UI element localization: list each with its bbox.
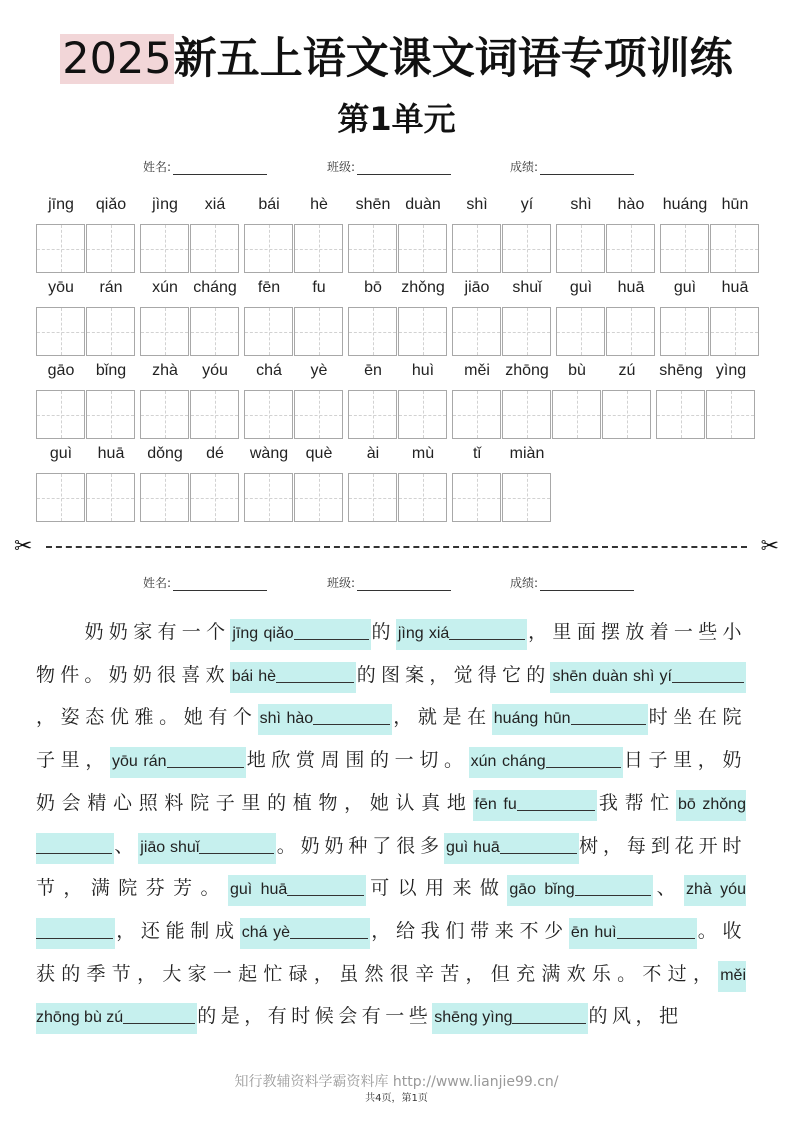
blank-pinyin: jiāo shuǐ	[140, 838, 200, 856]
answer-blank[interactable]	[575, 881, 651, 896]
footer-watermark: 知行教辅资料学霸资料库 http://www.lianjie99.cn/	[234, 1074, 559, 1090]
class-field[interactable]	[327, 158, 451, 175]
pinyin-row	[0, 194, 793, 216]
writing-cell[interactable]	[502, 224, 551, 273]
passage-text: 。奶奶种了很多	[276, 834, 444, 857]
passage-text: 。收获的季节，大家一起忙碌，虽然很辛苦，但充满欢乐。不过，	[36, 919, 746, 985]
writing-cell[interactable]	[244, 390, 293, 439]
page-title	[0, 30, 793, 88]
writing-cell[interactable]	[294, 390, 343, 439]
writing-cell[interactable]	[244, 473, 293, 522]
passage-text: 的风，把	[588, 1005, 683, 1028]
pinyin-blank	[444, 833, 579, 864]
pinyin-syllable: zhà	[152, 362, 178, 379]
answer-blank[interactable]	[449, 625, 525, 640]
blank-pinyin: yōu rán	[112, 753, 167, 771]
pinyin-syllable: huáng	[662, 196, 708, 213]
pinyin-blank	[569, 918, 697, 949]
writing-cell[interactable]	[244, 224, 293, 273]
writing-cell[interactable]	[86, 473, 135, 522]
passage-text: 我帮忙	[596, 791, 676, 814]
pinyin-syllable: bō	[364, 279, 382, 296]
pinyin-syllable: fu	[312, 279, 326, 296]
writing-cell[interactable]	[502, 473, 551, 522]
answer-blank[interactable]	[517, 796, 595, 811]
unit-subtitle: 第1单元	[337, 100, 456, 138]
writing-cell[interactable]	[294, 307, 343, 356]
passage-text: 可以用来做	[366, 877, 508, 900]
blank-pinyin: huáng hūn	[493, 710, 571, 728]
pinyin-syllable: xún	[152, 279, 178, 296]
writing-box-row	[0, 390, 793, 440]
score-field[interactable]	[510, 574, 634, 591]
pinyin-blank	[550, 662, 746, 693]
class-field[interactable]	[327, 574, 451, 591]
title-text: 新五上语文课文词语专项训练	[173, 34, 733, 84]
pinyin-syllable: rán	[99, 279, 123, 296]
pinyin-syllable: hè	[310, 196, 328, 213]
pinyin-syllable: huā	[721, 279, 749, 296]
passage-text: 树，每到花开时节，满院芬芳。	[36, 834, 746, 900]
score-field[interactable]	[510, 158, 634, 175]
pinyin-syllable: guì	[673, 279, 697, 296]
writing-cell[interactable]	[660, 307, 709, 356]
writing-cell[interactable]	[348, 307, 397, 356]
pinyin-syllable: qiǎo	[95, 196, 127, 213]
class-line	[357, 161, 451, 175]
writing-box-row	[0, 307, 793, 357]
answer-blank[interactable]	[500, 839, 577, 854]
pinyin-blank	[138, 833, 276, 864]
answer-blank[interactable]	[36, 924, 113, 939]
pinyin-blank	[230, 619, 370, 650]
blank-pinyin: shì hào	[259, 710, 314, 728]
writing-cell[interactable]	[398, 224, 447, 273]
pinyin-syllable: huā	[97, 445, 125, 462]
pinyin-row	[0, 360, 793, 382]
scissors-icon: ✂	[760, 534, 779, 559]
blank-pinyin: ēn huì	[570, 923, 617, 941]
passage-text: ，里面摆放着一些小物件。奶奶很喜欢	[36, 621, 746, 686]
writing-cell[interactable]	[86, 224, 135, 273]
pinyin-blank	[228, 875, 366, 906]
pinyin-syllable: yè	[310, 362, 328, 379]
pinyin-syllable: jiāo	[464, 279, 490, 296]
writing-cell[interactable]	[656, 390, 705, 439]
answer-blank[interactable]	[294, 625, 369, 640]
pinyin-syllable: yí	[520, 196, 534, 213]
passage-text: 、	[652, 877, 685, 900]
name-field[interactable]	[143, 158, 267, 175]
writing-box-row	[0, 473, 793, 523]
pinyin-blank	[507, 875, 652, 906]
answer-blank[interactable]	[199, 839, 274, 854]
blank-pinyin: jīng qiǎo	[232, 625, 294, 642]
writing-cell[interactable]	[552, 390, 601, 439]
passage-text: 的图案，觉得它的	[356, 663, 551, 686]
blank-pinyin: shēn duàn shì yí	[552, 667, 672, 685]
page-number: 共4页，第1页	[365, 1093, 428, 1104]
score-line	[540, 161, 634, 175]
writing-cell[interactable]	[398, 473, 447, 522]
writing-cell[interactable]	[86, 390, 135, 439]
pinyin-syllable: bǐng	[95, 362, 127, 379]
pinyin-syllable: jìng	[152, 196, 178, 213]
pinyin-blank	[230, 662, 356, 693]
blank-pinyin: gāo bǐng	[509, 881, 575, 899]
pinyin-syllable: shuǐ	[512, 279, 542, 296]
score-line	[540, 577, 634, 591]
pinyin-syllable: zhǒng	[401, 279, 445, 296]
pinyin-blank	[492, 704, 648, 735]
passage-text: 、	[114, 834, 139, 857]
writing-box-row	[0, 224, 793, 274]
name-label: 姓名:	[143, 576, 172, 590]
cut-line	[14, 536, 779, 558]
pinyin-syllable: fēn	[257, 279, 281, 296]
pinyin-syllable: gāo	[47, 362, 75, 379]
passage-text: 奶奶家有一个	[84, 621, 231, 643]
blank-pinyin: guì huā	[445, 838, 500, 856]
pinyin-blank	[396, 619, 528, 650]
writing-cell[interactable]	[348, 473, 397, 522]
writing-cell[interactable]	[452, 224, 501, 273]
name-line	[173, 161, 267, 175]
passage-text: 的是，有时候会有一些	[197, 1005, 433, 1028]
name-line	[173, 577, 267, 591]
pinyin-syllable: shì	[570, 196, 592, 213]
fill-in-passage	[36, 612, 746, 1039]
pinyin-syllable: guì	[569, 279, 593, 296]
writing-cell[interactable]	[556, 224, 605, 273]
pinyin-syllable: zhōng	[505, 362, 549, 379]
pinyin-syllable: huì	[411, 362, 435, 379]
name-label: 姓名:	[143, 160, 172, 174]
pinyin-blank	[473, 790, 597, 821]
writing-cell[interactable]	[348, 224, 397, 273]
pinyin-syllable: guì	[49, 445, 73, 462]
pinyin-row	[0, 443, 793, 465]
writing-cell[interactable]	[556, 307, 605, 356]
blank-pinyin: jìng xiá	[397, 625, 450, 642]
pinyin-syllable: dǒng	[147, 445, 183, 462]
name-field[interactable]	[143, 574, 267, 591]
pinyin-blank	[258, 704, 393, 735]
pinyin-blank	[432, 1003, 588, 1034]
pinyin-syllable: yōu	[48, 279, 74, 296]
passage-text: ，姿态优雅。她有个	[36, 706, 258, 729]
writing-cell[interactable]	[140, 390, 189, 439]
pinyin-syllable: duàn	[405, 196, 441, 213]
writing-cell[interactable]	[190, 224, 239, 273]
pinyin-syllable: tǐ	[473, 445, 481, 462]
writing-cell[interactable]	[452, 307, 501, 356]
student-info-bottom	[0, 574, 793, 594]
blank-pinyin: guì huā	[229, 881, 288, 899]
pinyin-syllable: zú	[618, 362, 636, 379]
writing-cell[interactable]	[710, 307, 759, 356]
writing-cell[interactable]	[36, 224, 85, 273]
answer-blank[interactable]	[123, 1009, 195, 1024]
writing-cell[interactable]	[398, 390, 447, 439]
passage-text: 时坐在院子里，	[36, 706, 746, 772]
writing-cell[interactable]	[660, 224, 709, 273]
answer-blank[interactable]	[276, 668, 354, 683]
writing-cell[interactable]	[452, 473, 501, 522]
class-label: 班级:	[327, 160, 356, 174]
blank-pinyin: zhà yóu	[686, 881, 746, 899]
pinyin-syllable: bù	[568, 362, 586, 379]
pinyin-syllable: shēn	[355, 196, 391, 213]
pinyin-blank	[240, 918, 370, 949]
blank-pinyin: bō zhǒng	[677, 795, 746, 813]
score-label: 成绩:	[510, 576, 539, 590]
writing-cell[interactable]	[140, 224, 189, 273]
pinyin-syllable: chá	[256, 362, 282, 379]
blank-pinyin: měi zhōng bù zú	[36, 966, 746, 1027]
passage-text: ，还能制成	[115, 919, 240, 942]
writing-cell[interactable]	[710, 224, 759, 273]
pinyin-syllable: yóu	[202, 362, 228, 379]
answer-blank[interactable]	[546, 753, 621, 768]
pinyin-syllable: huā	[617, 279, 645, 296]
blank-pinyin: bái hè	[231, 667, 277, 685]
answer-blank[interactable]	[512, 1009, 586, 1024]
writing-cell[interactable]	[190, 473, 239, 522]
writing-cell[interactable]	[452, 390, 501, 439]
pinyin-syllable: měi	[464, 362, 490, 379]
pinyin-syllable: xiá	[204, 196, 226, 213]
writing-cell[interactable]	[706, 390, 755, 439]
pinyin-syllable: wàng	[249, 445, 289, 462]
pinyin-syllable: ài	[366, 445, 380, 462]
answer-blank[interactable]	[36, 839, 112, 854]
blank-pinyin: fēn fu	[474, 795, 517, 813]
writing-cell[interactable]	[606, 307, 655, 356]
pinyin-syllable: dé	[206, 445, 224, 462]
writing-cell[interactable]	[36, 390, 85, 439]
blank-pinyin: xún cháng	[470, 753, 546, 771]
pinyin-syllable: hūn	[721, 196, 749, 213]
answer-blank[interactable]	[287, 881, 364, 896]
writing-cell[interactable]	[502, 390, 551, 439]
pinyin-blank	[110, 747, 246, 778]
dashed-divider	[46, 546, 747, 548]
pinyin-blank	[469, 747, 623, 778]
writing-cell[interactable]	[190, 307, 239, 356]
pinyin-syllable: shēng	[659, 362, 703, 379]
class-label: 班级:	[327, 576, 356, 590]
pinyin-syllable: bái	[258, 196, 280, 213]
pinyin-syllable: ēn	[364, 362, 382, 379]
student-info-top	[0, 158, 793, 178]
writing-cell[interactable]	[602, 390, 651, 439]
pinyin-syllable: cháng	[193, 279, 237, 296]
passage-text: 日子里，奶奶会精心照料院子里的植物，她认真地	[36, 749, 746, 814]
pinyin-syllable: hào	[617, 196, 645, 213]
blank-pinyin: chá yè	[241, 923, 291, 941]
answer-blank[interactable]	[672, 668, 744, 683]
blank-pinyin: shēng yìng	[434, 1009, 513, 1027]
class-line	[357, 577, 451, 591]
pinyin-syllable: jīng	[48, 196, 74, 213]
writing-cell[interactable]	[140, 307, 189, 356]
writing-cell[interactable]	[36, 307, 85, 356]
answer-blank[interactable]	[313, 710, 390, 725]
writing-cell[interactable]	[398, 307, 447, 356]
pinyin-syllable: miàn	[509, 445, 545, 462]
writing-cell[interactable]	[348, 390, 397, 439]
writing-cell[interactable]	[244, 307, 293, 356]
writing-cell[interactable]	[606, 224, 655, 273]
answer-blank[interactable]	[167, 753, 244, 768]
pinyin-syllable: yìng	[715, 362, 747, 379]
passage-text: ，给我们带来不少	[370, 919, 569, 942]
answer-blank[interactable]	[571, 710, 646, 725]
writing-cell[interactable]	[190, 390, 239, 439]
pinyin-syllable: shì	[466, 196, 488, 213]
writing-cell[interactable]	[294, 473, 343, 522]
passage-text: 的	[370, 621, 396, 643]
answer-blank[interactable]	[617, 924, 695, 939]
passage-text: 地欣赏周围的一切。	[245, 749, 469, 772]
pinyin-syllable: què	[305, 445, 333, 462]
passage-text: ，就是在	[392, 706, 492, 729]
pinyin-row	[0, 277, 793, 299]
writing-cell[interactable]	[502, 307, 551, 356]
writing-cell[interactable]	[294, 224, 343, 273]
writing-cell[interactable]	[86, 307, 135, 356]
score-label: 成绩:	[510, 160, 539, 174]
pinyin-syllable: mù	[411, 445, 435, 462]
title-year: 2025	[62, 34, 172, 84]
answer-blank[interactable]	[290, 924, 368, 939]
scissors-icon: ✂	[14, 534, 33, 559]
writing-cell[interactable]	[140, 473, 189, 522]
writing-cell[interactable]	[36, 473, 85, 522]
